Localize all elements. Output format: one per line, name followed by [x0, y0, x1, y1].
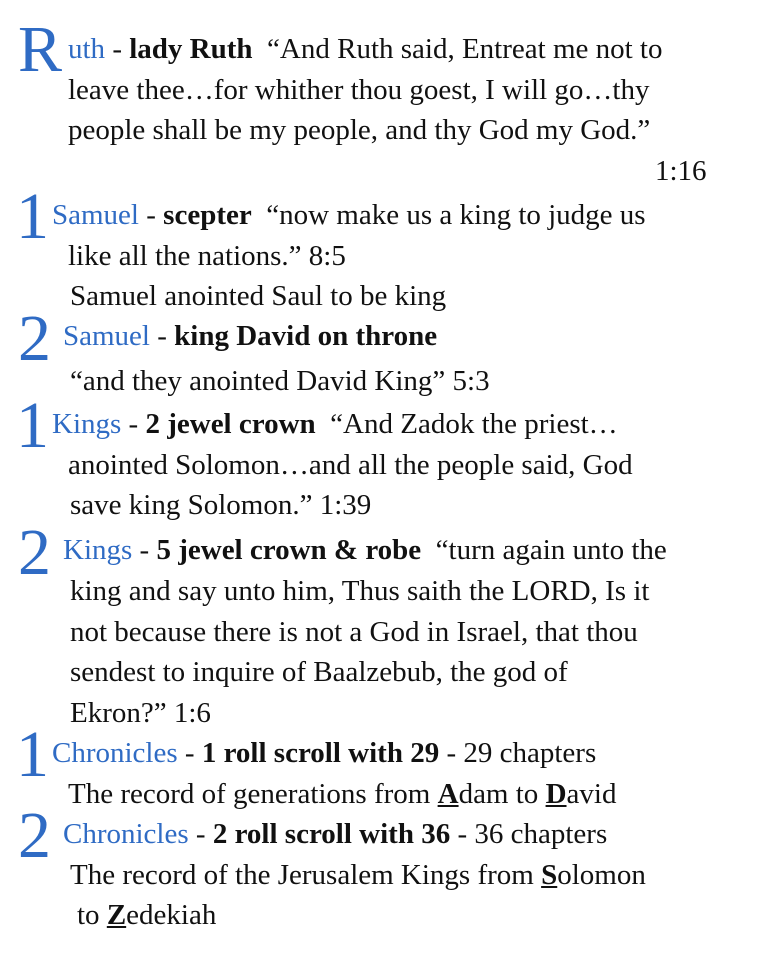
- drop-initial: 2: [18, 302, 51, 375]
- record-text: to: [77, 899, 107, 931]
- record-line: [70, 861, 646, 890]
- entry-heading: [52, 201, 646, 230]
- drop-initial: 1: [16, 180, 49, 253]
- separator: -: [177, 737, 202, 769]
- drop-initial: 2: [18, 799, 51, 872]
- quote-line: “And Ruth said, Entreat me not to: [267, 33, 663, 65]
- text-line: sendest to inquire of Baalzebub, the god of: [70, 656, 568, 688]
- book-name: uth: [68, 33, 106, 65]
- theme: 2 jewel crown: [145, 408, 316, 440]
- quote-line: “And Zadok the priest…: [330, 408, 618, 440]
- record-line: [77, 901, 216, 930]
- drop-initial: R: [18, 13, 63, 86]
- entry-heading: [52, 739, 596, 768]
- separator: -: [188, 818, 213, 850]
- text-line: not because there is not a God in Israel, that thou: [70, 616, 638, 648]
- book-name: Chronicles: [52, 737, 178, 769]
- entry-heading: [63, 322, 437, 351]
- theme: lady Ruth: [129, 33, 253, 65]
- theme: king David on throne: [174, 320, 438, 352]
- drop-initial: 2: [18, 516, 51, 589]
- separator: -: [150, 320, 175, 352]
- theme: 5 jewel crown & robe: [156, 534, 422, 566]
- drop-initial: 1: [16, 718, 49, 791]
- book-name: Samuel: [52, 199, 139, 231]
- record-text: olomon: [557, 859, 646, 891]
- quote-line: leave thee…for whither thou goest, I will go…thy: [68, 74, 650, 106]
- separator: -: [105, 33, 130, 65]
- book-name: Samuel: [63, 320, 150, 352]
- entry-heading: [52, 410, 618, 439]
- book-name: Kings: [63, 534, 133, 566]
- verse-reference: 1:16: [655, 155, 707, 187]
- entry-heading: [63, 820, 607, 849]
- theme: scepter: [163, 199, 252, 231]
- chapter-count: - 36 chapters: [450, 818, 608, 850]
- separator: -: [132, 534, 157, 566]
- record-text: dam to: [458, 778, 546, 810]
- record-key-letter: D: [545, 778, 567, 810]
- record-key-letter: Z: [106, 899, 127, 931]
- record-key-letter: S: [541, 859, 558, 891]
- quote-line: people shall be my people, and thy God my God.”: [68, 114, 651, 146]
- text-line: Samuel anointed Saul to be king: [70, 280, 447, 312]
- record-key-letter: A: [437, 778, 459, 810]
- text-line: like all the nations.” 8:5: [68, 240, 346, 272]
- text-line: “and they anointed David King” 5:3: [70, 365, 490, 397]
- record-text: The record of generations from: [68, 778, 438, 810]
- record-line: [68, 780, 616, 809]
- separator: -: [121, 408, 146, 440]
- text-line: save king Solomon.” 1:39: [70, 489, 372, 521]
- entry-heading: [63, 536, 667, 565]
- quote-line: “now make us a king to judge us: [266, 199, 646, 231]
- book-name: Kings: [52, 408, 122, 440]
- text-line: Ekron?” 1:6: [70, 697, 211, 729]
- theme: 1 roll scroll with 29: [201, 737, 440, 769]
- record-text: avid: [566, 778, 617, 810]
- quote-line: “turn again unto the: [435, 534, 667, 566]
- text-line: anointed Solomon…and all the people said, God: [68, 449, 633, 481]
- record-text: The record of the Jerusalem Kings from: [70, 859, 542, 891]
- book-name: Chronicles: [63, 818, 189, 850]
- theme: 2 roll scroll with 36: [212, 818, 451, 850]
- drop-initial: 1: [16, 389, 49, 462]
- text-line: king and say unto him, Thus saith the LORD, Is it: [70, 575, 650, 607]
- entry-heading: [68, 35, 662, 64]
- record-text: edekiah: [126, 899, 217, 931]
- chapter-count: - 29 chapters: [439, 737, 597, 769]
- separator: -: [139, 199, 164, 231]
